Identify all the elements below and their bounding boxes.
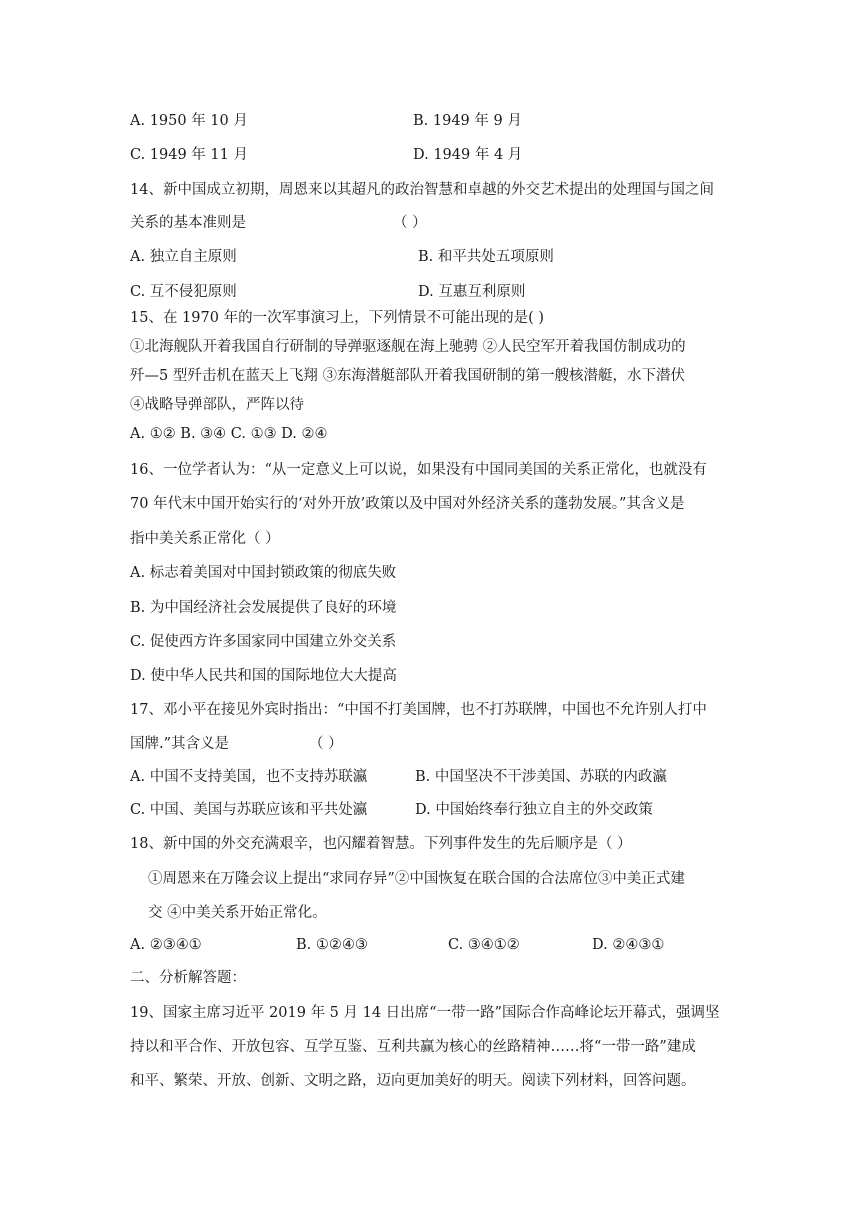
q19-stem-line2: 持以和平合作、开放包容、互学互鉴、互利共赢为核心的丝路精神……将“一带一路”建成 xyxy=(130,1039,696,1055)
section-heading: 二、分析解答题： xyxy=(130,970,246,986)
q15-stem-line4: ④战略导弹部队，严阵以待 xyxy=(130,397,304,413)
q16-option-d: D. 使中华人民共和国的国际地位大大提高 xyxy=(130,668,397,684)
q14-option-c: C. 互不侵犯原则 xyxy=(130,284,237,300)
q13-option-d: D. 1949 年 4 月 xyxy=(413,147,523,163)
q16-stem-line1: 16、一位学者认为：“从一定意义上可以说，如果没有中国同美国的关系正常化，也就没有 xyxy=(130,462,707,478)
q17-stem-line1: 17、邓小平在接见外宾时指出：“中国不打美国牌，也不打苏联牌，中国也不允许别人打中 xyxy=(130,702,707,718)
q14-option-d: D. 互惠互利原则 xyxy=(418,284,526,300)
q14-option-a: A. 独立自主原则 xyxy=(130,249,237,265)
q18-option-c: C. ③④①② xyxy=(448,937,520,953)
q17-answer-blank: （ ） xyxy=(309,736,343,752)
q14-stem-line1: 14、新中国成立初期，周恩来以其超凡的政治智慧和卓越的外交艺术提出的处理国与国之间 xyxy=(130,182,714,198)
q16-stem-line3: 指中美关系正常化（ ） xyxy=(130,531,280,547)
q19-stem-line1: 19、国家主席习近平 2019 年 5 月 14 日出席“一带一路”国际合作高峰论坛开幕式，强调坚 xyxy=(130,1005,720,1021)
q17-stem-line2: 国牌.”其含义是 xyxy=(130,736,230,752)
q16-option-b: B. 为中国经济社会发展提供了良好的环境 xyxy=(130,600,397,616)
q14-answer-blank: （ ） xyxy=(393,215,427,231)
q16-option-a: A. 标志着美国对中国封锁政策的彻底失败 xyxy=(130,565,397,581)
q18-option-a: A. ②③④① xyxy=(130,937,202,953)
q13-option-c: C. 1949 年 11 月 xyxy=(130,147,248,163)
q18-stem-line1: 18、新中国的外交充满艰辛，也闪耀着智慧。下列事件发生的先后顺序是（ ） xyxy=(130,836,632,852)
q14-option-b: B. 和平共处五项原则 xyxy=(418,249,554,265)
q19-stem-line3: 和平、繁荣、开放、创新、文明之路，迈向更加美好的明天。阅读下列材料，回答问题。 xyxy=(130,1073,696,1089)
q15-stem-line1: 15、在 1970 年的一次军事演习上，下列情景不可能出现的是( ) xyxy=(130,310,544,326)
q16-option-c: C. 促使西方许多国家同中国建立外交关系 xyxy=(130,634,397,650)
q13-option-a: A. 1950 年 10 月 xyxy=(130,113,248,129)
q15-stem-line2: ①北海舰队开着我国自行研制的导弹驱逐舰在海上驰骋 ②人民空军开着我国仿制成功的 xyxy=(130,339,686,355)
q15-options: A. ①② B. ③④ C. ①③ D. ②④ xyxy=(130,426,328,442)
q13-option-b: B. 1949 年 9 月 xyxy=(413,113,522,129)
q17-option-a: A. 中国不支持美国，也不支持苏联瀛 xyxy=(130,769,368,785)
q14-stem-line2: 关系的基本准则是 xyxy=(130,215,246,231)
q16-stem-line2: 70 年代末中国开始实行的‘对外开放’政策以及中国对外经济关系的蓬勃发展。”其含义是 xyxy=(130,496,685,512)
q17-option-d: D. 中国始终奉行独立自主的外交政策 xyxy=(415,802,653,818)
q17-option-b: B. 中国坚决不干涉美国、苏联的内政瀛 xyxy=(415,769,667,785)
q17-option-c: C. 中国、美国与苏联应该和平共处瀛 xyxy=(130,802,368,818)
q18-option-b: B. ①②④③ xyxy=(296,937,368,953)
q15-stem-line3: 歼—5 型歼击机在蓝天上飞翔 ③东海潜艇部队开着我国研制的第一艘核潜艇，水下潜伏 xyxy=(130,368,685,384)
q18-stem-line2: ①周恩来在万隆会议上提出“求同存异”②中国恢复在联合国的合法席位③中美正式建 xyxy=(148,871,685,887)
q18-stem-line3: 交 ④中美关系开始正常化。 xyxy=(148,905,327,921)
q18-option-d: D. ②④③① xyxy=(592,937,665,953)
